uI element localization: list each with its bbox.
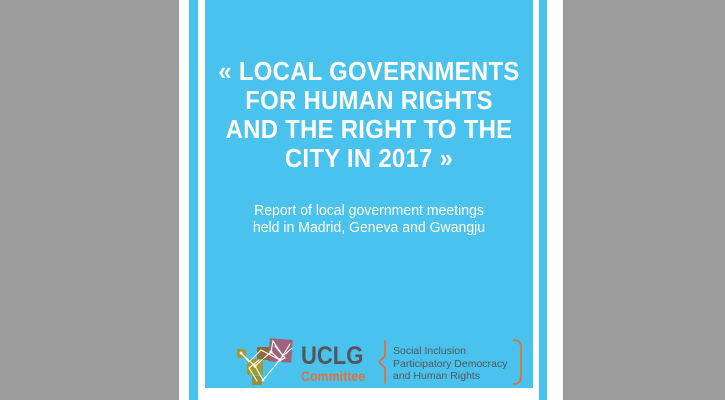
uclg-committee-text: Committee <box>301 368 366 384</box>
committee-name-line: Participatory Democracy <box>393 357 508 370</box>
cover-title-line: AND THE RIGHT TO THE <box>225 114 513 144</box>
uclg-wordmark <box>301 341 367 384</box>
cover-title-line: FOR HUMAN RIGHTS <box>245 85 493 115</box>
bracket-right-icon <box>513 339 523 390</box>
report-cover-page <box>179 0 563 400</box>
committee-name-line: and Human Rights <box>393 370 480 383</box>
cover-right-edge-stripe <box>539 0 547 400</box>
committee-name <box>393 345 509 383</box>
committee-name-line: Social Inclusion <box>393 345 466 358</box>
cover-subtitle <box>210 203 528 237</box>
cover-title-line: « LOCAL GOVERNMENTS <box>218 56 520 86</box>
uclg-acronym-text: UCLG <box>301 341 364 370</box>
cover-panel <box>205 0 533 388</box>
uclg-logo <box>236 338 523 390</box>
uclg-network-logo-icon <box>236 338 296 391</box>
cover-title <box>218 57 520 173</box>
cover-title-line: CITY IN 2017 » <box>284 143 454 173</box>
cover-subtitle-line: Report of local government meetings <box>254 203 484 219</box>
brace-left-icon <box>376 340 387 389</box>
cover-subtitle-line: held in Madrid, Geneva and Gwangju <box>252 220 486 236</box>
cover-left-edge-stripe <box>189 0 198 400</box>
